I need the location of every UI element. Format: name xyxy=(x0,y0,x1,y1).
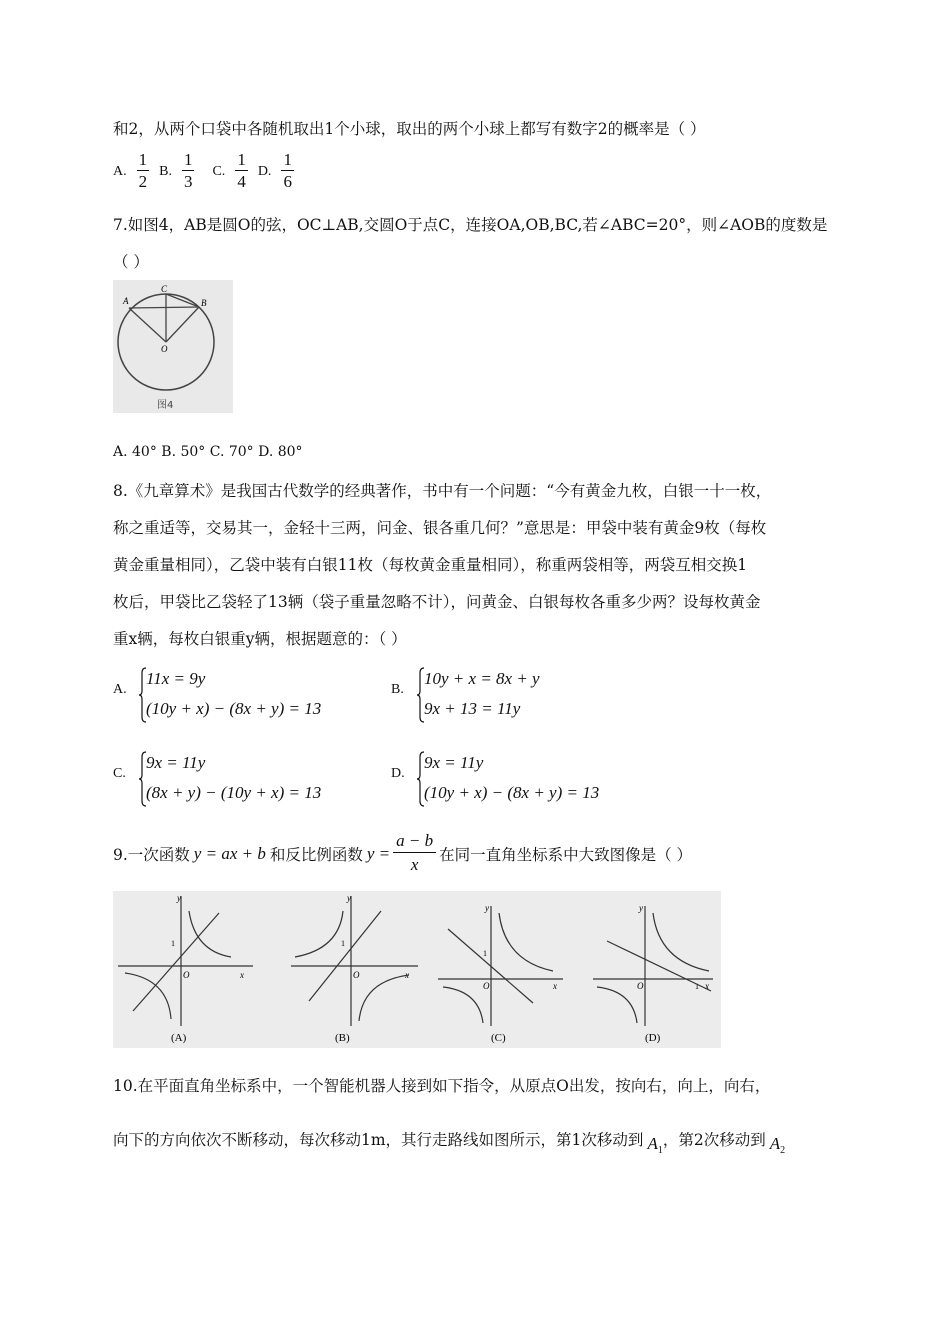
label-a: A xyxy=(123,296,129,306)
svg-text:(B): (B) xyxy=(335,1032,350,1044)
svg-text:1: 1 xyxy=(171,939,175,948)
q8-line-1: 8.《九章算术》是我国古代数学的经典著作，书中有一个问题：“今有黄金九枚，白银一十一枚， xyxy=(113,482,772,500)
svg-text:(A): (A) xyxy=(171,1032,187,1044)
svg-text:O: O xyxy=(637,981,644,991)
svg-text:y: y xyxy=(639,903,643,913)
svg-text:x: x xyxy=(705,981,709,991)
circle-diagram xyxy=(113,280,233,413)
figure-caption: 图4 xyxy=(157,400,174,411)
svg-text:y: y xyxy=(347,893,351,903)
svg-text:O: O xyxy=(353,970,360,980)
point-a2: $A_2$ xyxy=(769,1134,786,1156)
linear-function: y = ax + b xyxy=(193,843,266,863)
label-b: B xyxy=(201,298,207,308)
q10-line-1: 10.在平面直角坐标系中，一个智能机器人接到如下指令，从原点O出发，按向右，向上，向右， xyxy=(113,1077,771,1095)
q8-line-3: 黄金重量相同），乙袋中装有白银11枚（每枚黄金重量相同），称重两袋相等，两袋互相交换1 xyxy=(113,556,748,574)
svg-text:O: O xyxy=(183,970,190,980)
svg-text:y: y xyxy=(485,903,489,913)
graph-b xyxy=(291,893,418,1044)
svg-text:(C): (C) xyxy=(491,1032,506,1044)
q6-option-c: C. $\frac{1}{4}$ xyxy=(212,150,246,191)
q8-line-4: 枚后，甲袋比乙袋轻了13辆（袋子重量忽略不计），问黄金、白银每枚各重多少两？设每枚黄金 xyxy=(113,593,761,611)
svg-text:1: 1 xyxy=(341,939,345,948)
q6-stem: 和2，从两个口袋中各随机取出1个小球，取出的两个小球上都写有数字2的概率是（ ） xyxy=(113,120,706,138)
svg-text:x: x xyxy=(240,970,244,980)
q6-option-d: D. $\frac{1}{6}$ xyxy=(257,150,292,191)
inverse-function-fraction: $\frac{a - b}{x}$ xyxy=(393,830,436,877)
q7-stem: 7.如图4，AB是圆O的弦，OC⊥AB,交圆O于点C，连接OA,OB,BC,若∠ABC=20°，则∠AOB的度数是 xyxy=(113,216,828,234)
graph-c xyxy=(438,903,563,1044)
q8-option-c: C. 9x = 11y (8x + y) − (10y + x) = 13 xyxy=(113,751,363,811)
q8-option-b: B. 10y + x = 8x + y 9x + 13 = 11y xyxy=(391,667,641,727)
svg-text:1: 1 xyxy=(695,982,699,991)
q6-option-a: A. $\frac{1}{2}$ xyxy=(113,150,148,191)
q6-options xyxy=(113,150,304,193)
svg-text:(D): (D) xyxy=(645,1032,661,1044)
q10-line-2: 向下的方向依次不断移动，每次移动1m，其行走路线如图所示，第1次移动到 $A_1$ ，第2次移动到 $A_2$ xyxy=(113,1131,786,1156)
svg-text:x: x xyxy=(553,981,557,991)
q7-options: A. 40° B. 50° C. 70° D. 80° xyxy=(113,444,303,460)
q7-figure xyxy=(113,280,233,413)
point-a1: $A_1$ xyxy=(647,1134,663,1156)
q8-option-a: A. 11x = 9y (10y + x) − (8x + y) = 13 xyxy=(113,667,363,727)
q8-option-d: D. 9x = 11y (10y + x) − (8x + y) = 13 xyxy=(391,751,641,811)
label-c: C xyxy=(161,284,168,294)
graph-d xyxy=(593,903,713,1044)
graph-a xyxy=(118,893,253,1044)
q8-line-5: 重x辆，每枚白银重y辆，根据题意的：（ ） xyxy=(113,630,407,648)
q9-stem: 9.一次函数 y = ax + b 和反比例函数 y = $\frac{a - b}{x}$ 在同一直角坐标系中大致图像是（ ） xyxy=(113,830,692,877)
svg-text:O: O xyxy=(483,981,490,991)
label-o: O xyxy=(161,344,168,354)
q6-option-b: B. $\frac{1}{3}$ xyxy=(159,150,193,191)
q9-graphs xyxy=(113,891,721,1048)
q7-blank: （ ） xyxy=(113,253,149,271)
graph-panel xyxy=(113,891,721,1048)
svg-text:1: 1 xyxy=(483,949,487,958)
svg-text:x: x xyxy=(405,970,409,980)
svg-text:y: y xyxy=(177,893,181,903)
q8-line-2: 称之重适等，交易其一，金轻十三两，问金、银各重几何？”意思是：甲袋中装有黄金9枚（每枚 xyxy=(113,519,767,537)
